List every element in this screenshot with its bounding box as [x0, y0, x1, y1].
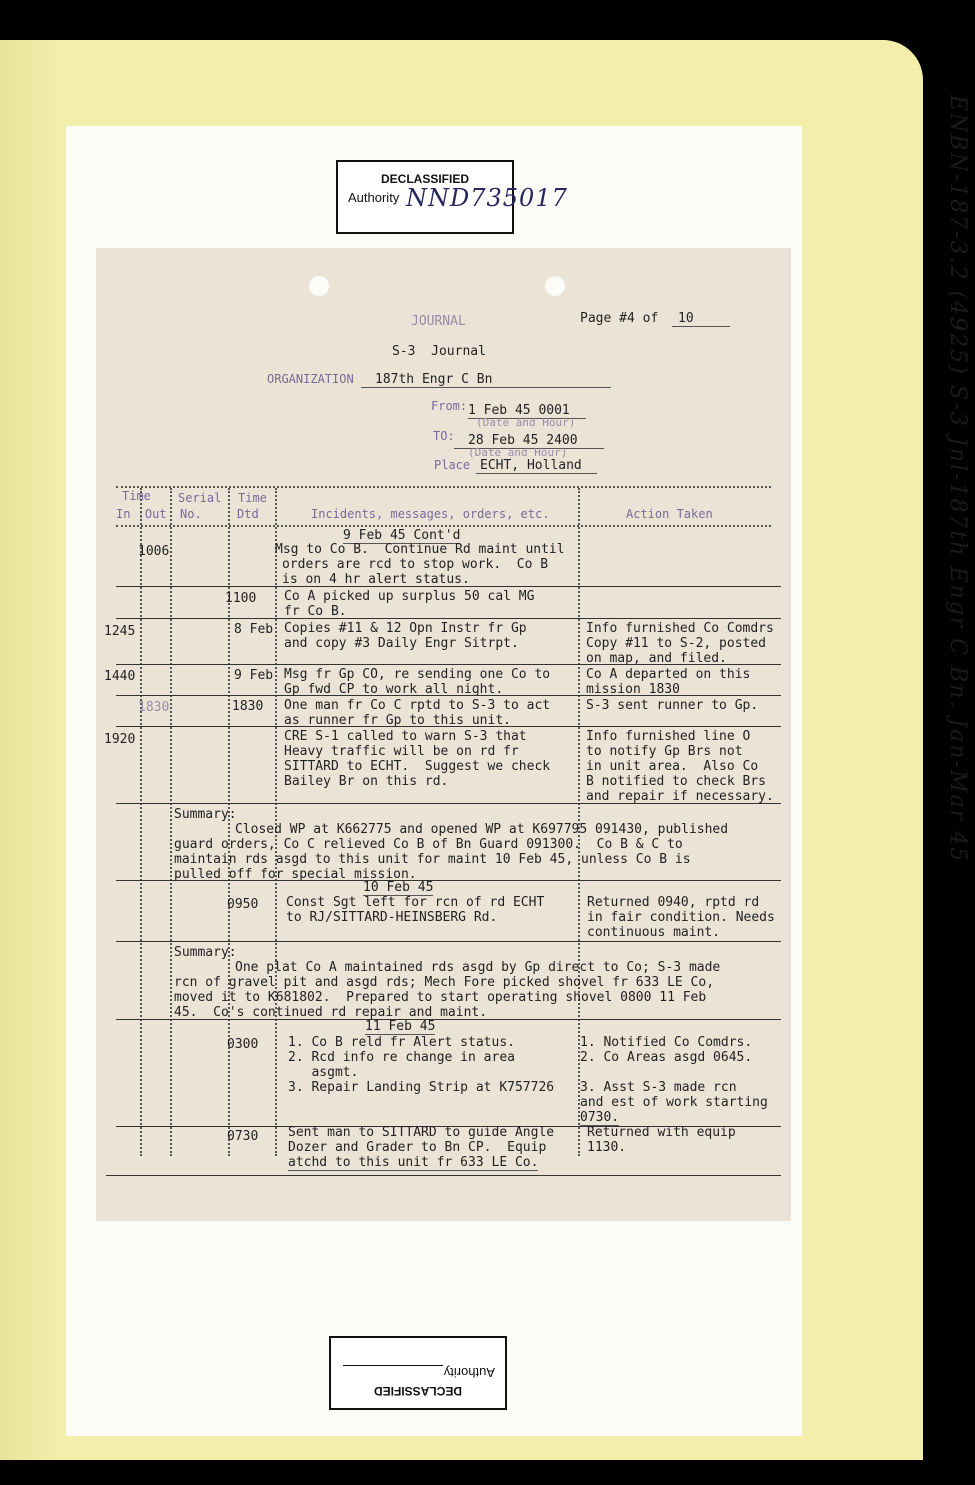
entry-time-dtd: 9 Feb — [234, 668, 274, 683]
col-time: Time — [122, 489, 151, 503]
date-heading: 10 Feb 45 — [363, 880, 434, 895]
punch-hole — [309, 276, 329, 296]
entry-text-line: Msg to Co B. Continue Rd maint until — [275, 542, 565, 557]
journal-heading: JOURNAL — [411, 314, 466, 329]
summary-label: Summary: — [174, 807, 237, 822]
stamp-title: DECLASSIFIED — [380, 172, 469, 186]
table-header-rule-bottom — [116, 525, 771, 527]
organization-value: 187th Engr C Bn — [361, 372, 611, 388]
row-rule — [116, 695, 781, 696]
action-text-line: Returned 0940, rptd rd — [587, 895, 760, 910]
summary-text-line: One plat Co A maintained rds asgd by Gp direct to Co; S-3 made — [235, 960, 721, 975]
action-text-line: 1. Notified Co Comdrs. — [580, 1035, 753, 1050]
entry-text-line: Const Sgt left for rcn of rd ECHT — [286, 895, 545, 910]
col-incidents: Incidents, messages, orders, etc. — [311, 507, 550, 521]
entry-text-line: Dozer and Grader to Bn CP. Equip — [288, 1140, 547, 1155]
stamp-signature-line — [343, 1365, 443, 1366]
action-text-line: 2. Co Areas asgd 0645. — [580, 1050, 753, 1065]
entry-time-in: 1440 — [104, 669, 136, 684]
to-date-hint: (Date and Hour) — [468, 446, 568, 459]
entry-text-line: and copy #3 Daily Engr Sitrpt. — [284, 636, 519, 651]
table-header-rule-top — [116, 486, 771, 488]
entry-text-line: 1. Co B reld fr Alert status. — [288, 1035, 515, 1050]
entry-text-line: SITTARD to ECHT. Suggest we check — [284, 759, 551, 774]
col-time-dtd: Time — [238, 491, 267, 505]
summary-text-line: rcn of gravel pit and asgd rds; Mech Fore picked shovel fr 633 LE Co, — [174, 975, 715, 990]
handwritten-side-note: ENBN-187-3.2 (4925) S-3 Jnl-187th Engr C Bn. Jan-Mar 45 — [945, 95, 970, 864]
row-rule — [116, 726, 781, 727]
declassified-stamp-bottom — [329, 1336, 507, 1410]
col-serial: Serial — [178, 491, 222, 505]
row-rule — [116, 941, 781, 942]
page-total: 10 — [672, 311, 730, 327]
declassified-stamp-top — [336, 160, 568, 234]
summary-text-line: 45. Co's continued rd repair and maint. — [174, 1005, 488, 1020]
entry-time-in: 1920 — [104, 732, 136, 747]
row-rule — [116, 803, 781, 804]
summary-text-line: Closed WP at K662775 and opened WP at K697795 091430, published — [235, 822, 729, 837]
col-no: No. — [180, 507, 202, 521]
entry-time-dtd: 0300 — [227, 1037, 259, 1052]
action-text-line: and est of work starting — [580, 1095, 768, 1110]
entry-text-line: Copies #11 & 12 Opn Instr fr Gp — [284, 621, 527, 636]
action-text-line: 3. Asst S-3 made rcn — [580, 1080, 737, 1095]
action-text-line: and repair if necessary. — [586, 789, 774, 804]
journal-subtitle: S-3 Journal — [392, 344, 486, 359]
action-text-line: on map, and filed. — [586, 651, 727, 666]
row-rule — [116, 664, 781, 665]
from-value: 1 Feb 45 0001 — [468, 403, 586, 419]
action-text-line: 1130. — [587, 1140, 627, 1155]
to-value: 28 Feb 45 2400 — [454, 433, 604, 449]
action-text-line: 0730. — [580, 1110, 620, 1125]
entry-time-dtd: 1830 — [232, 699, 264, 714]
from-date-hint: (Date and Hour) — [476, 416, 576, 429]
entry-text-line: orders are rcd to stop work. Co B — [282, 557, 549, 572]
organization-label: ORGANIZATION — [267, 372, 354, 386]
action-text-line: Copy #11 to S-2, posted — [586, 636, 767, 651]
action-text-line: to notify Gp Brs not — [586, 744, 743, 759]
action-text-line: B notified to check Brs — [586, 774, 767, 789]
entry-text-line: is on 4 hr alert status. — [282, 572, 470, 587]
action-text-line: Returned with equip — [587, 1125, 736, 1140]
col-in-out: In :Out — [116, 507, 167, 521]
entry-time-dtd: 0730 — [227, 1129, 259, 1144]
column-divider — [140, 488, 142, 1156]
entry-time-in: 1006 — [138, 544, 170, 559]
entry-text-line: Sent man to SITTARD to guide Angle — [288, 1125, 555, 1140]
row-rule — [116, 1019, 781, 1020]
summary-text-line: maintain rds asgd to this unit for maint 10 Feb 45, unless Co B is — [174, 852, 691, 867]
table-bottom-rule — [106, 1175, 781, 1176]
entry-text-line: Bailey Br on this rd. — [284, 774, 449, 789]
action-text-line: Info furnished line O — [586, 729, 751, 744]
summary-text-line: guard orders, Co C relieved Co B of Bn Guard 091300. Co B & C to — [174, 837, 683, 852]
stamp-authority-number: NND735017 — [406, 184, 568, 212]
col-action: Action Taken — [626, 507, 713, 521]
entry-text-line: CRE S-1 called to warn S-3 that — [284, 729, 527, 744]
action-text-line: in fair condition. Needs — [587, 910, 775, 925]
column-divider — [170, 488, 172, 1156]
row-rule — [116, 586, 781, 587]
column-divider — [228, 488, 230, 1156]
entry-time-in: 1245 — [104, 624, 136, 639]
entry-text-line: Heavy traffic will be on rd fr — [284, 744, 519, 759]
entry-time-dtd: 1100 — [225, 591, 257, 606]
entry-time-in: 1830 — [138, 700, 170, 715]
action-text-line: in unit area. Also Co — [586, 759, 759, 774]
stamp-title: DECLASSIFIED — [374, 1384, 463, 1398]
summary-label: Summary: — [174, 945, 237, 960]
action-text-line: continuous maint. — [587, 925, 721, 940]
row-rule — [116, 880, 781, 881]
place-value: ECHT, Holland — [476, 458, 597, 474]
date-heading: 9 Feb 45 Cont'd — [343, 528, 461, 543]
entry-text-line: One man fr Co C rptd to S-3 to act — [284, 698, 551, 713]
summary-text-line: pulled off for special mission. — [174, 867, 417, 882]
action-text-line: mission 1830 — [586, 682, 680, 697]
action-text-line: S-3 sent runner to Gp. — [586, 698, 759, 713]
entry-text-line: fr Co B. — [284, 604, 347, 619]
punch-hole — [545, 276, 565, 296]
entry-time-dtd: 8 Feb — [234, 622, 274, 637]
journal-page — [96, 248, 791, 1221]
entry-text-line: 3. Repair Landing Strip at K757726 — [288, 1080, 555, 1095]
action-text-line: Co A departed on this — [586, 667, 751, 682]
entry-text-line: Msg fr Gp CO, re sending one Co to — [284, 667, 551, 682]
stamp-authority-label: Authority — [348, 190, 400, 205]
summary-text-line: moved it to K681802. Prepared to start operating shovel 0800 11 Feb — [174, 990, 707, 1005]
entry-text-line: asgmt. — [288, 1065, 359, 1080]
stamp-authority-label: Authority — [443, 1365, 495, 1380]
date-heading: 11 Feb 45 — [365, 1019, 436, 1034]
from-label: From: — [431, 399, 468, 413]
action-text-line: Info furnished Co Comdrs — [586, 621, 774, 636]
page-label: Page #4 of — [580, 311, 659, 326]
entry-text-line: to RJ/SITTARD-HEINSBERG Rd. — [286, 910, 498, 925]
entry-text-line: 2. Rcd info re change in area — [288, 1050, 515, 1065]
folder-edge — [0, 40, 60, 1460]
col-dtd: Dtd — [237, 507, 259, 521]
to-label: TO: — [433, 429, 455, 443]
row-rule — [116, 618, 781, 619]
entry-time-dtd: 0950 — [227, 897, 259, 912]
entry-text-line: atchd to this unit fr 633 LE Co. — [288, 1155, 539, 1170]
entry-text-line: Gp fwd CP to work all night. — [284, 682, 504, 697]
entry-text-line: as runner fr Gp to this unit. — [284, 713, 511, 728]
entry-text-line: Co A picked up surplus 50 cal MG — [284, 589, 535, 604]
place-label: Place — [434, 458, 471, 472]
